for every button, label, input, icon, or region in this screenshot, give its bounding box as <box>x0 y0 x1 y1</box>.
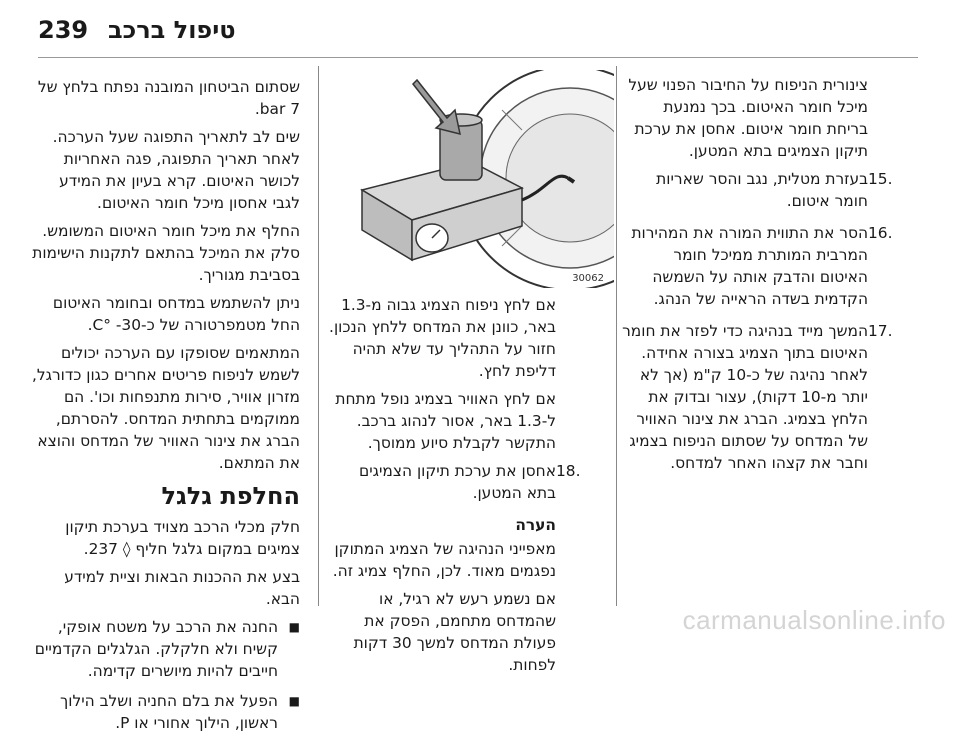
paragraph: שסתום הביטחון המובנה נפתח בלחץ של 7 bar. <box>37 78 300 118</box>
continued-paragraph: צינורית הניפוח על החיבור הפנוי שעל מיכל חומר האיטום. בכך נמנעת בריחת חומר איטום. אחסן את ערכת תיקון הצמיגים בתא המטען. <box>628 76 868 160</box>
step-15 <box>622 168 904 212</box>
note-title: הערה <box>515 516 556 534</box>
arrow-down-icon <box>413 80 460 134</box>
page-title: טיפול ברכב <box>108 16 236 44</box>
paragraph: אם לחץ האוויר בצמיג נופל מתחת ל-1.3 באר, אסור לנהוג ברכב. התקשר לקבלת סיוע ממוסך. <box>335 390 556 452</box>
step-text: הסר את התווית המורה את המהירות המרבית המותרת ממיכל חומר האיטום והדבק אותה על השמשה הקדמית בשדה הראייה של הנהג. <box>631 224 868 308</box>
note-paragraph: מאפייני הנהיגה של הצמיג המתוקן נפגמים מאוד. לכן, החלף צמיג זה. <box>332 540 556 580</box>
bullet-text: החנה את הרכב על משטח אופקי, קשיח ולא חלקלק. הגלגלים הקדמיים חייבים להיות מיושרים קדימה. <box>34 618 278 680</box>
note-paragraph: אם נשמע רעש לא רגיל, או שהמדחס מתחמם, הפסק את פעולת המדחס למשך 30 דקות לפחות. <box>353 590 556 674</box>
compressor-illustration <box>322 70 614 288</box>
middle-column <box>328 294 592 686</box>
watermark: carmanualsonline.info <box>682 605 946 635</box>
section-title: החלפת גלגל <box>161 482 300 510</box>
step-number: 16. <box>868 224 893 242</box>
tire-compressor-figure <box>322 70 614 288</box>
paragraph: ניתן להשתמש במדחס ובחומר האיטום החל מטמפרטורה של כ-30- °C. <box>52 294 300 334</box>
left-column <box>30 76 300 742</box>
bullet-square-icon: ■ <box>288 694 300 708</box>
step-16 <box>622 222 904 310</box>
step-number: 15. <box>868 170 893 188</box>
bullet-item <box>30 690 300 734</box>
header-rule <box>38 57 918 58</box>
step-17 <box>622 320 904 474</box>
paragraph: חלק מכלי הרכב מצויד בערכת תיקון צמיגים במקום גלגל חליף ◊ 237. <box>65 518 300 558</box>
bullet-item <box>30 616 300 682</box>
paragraph: המתאמים שסופקו עם הערכה יכולים לשמש לניפוח פריטים אחרים כגון כדורגל, מזרון אוויר, סירות מתנפחות וכו'. הם ממוקמים בתחתית המדחס. להסרתם, הברג את צינור האוויר של המדחס והוצא את המתאם. <box>31 344 300 472</box>
step-18 <box>328 460 592 504</box>
paragraph: החלף את מיכל חומר האיטום המשומש. סלק את המיכל בהתאם לתקנות הישימות בסביבת מגוריך. <box>32 222 300 284</box>
figure-code: 30062 <box>572 273 604 284</box>
step-number: 17. <box>868 322 893 340</box>
bullet-text: הפעל את בלם החניה ושלב הילוך ראשון, הילוך אחורי או P. <box>60 692 278 732</box>
column-divider <box>318 66 319 606</box>
page-header <box>0 0 960 58</box>
paragraph: שים לב לתאריך התפוגה שעל הערכה. לאחר תאריך התפוגה, פגה האחריות לכושר האיטום. קרא בעיון את המידע לגבי אחסון מיכל חומר האיטום. <box>52 128 300 212</box>
paragraph: בצע את ההכנות הבאות וציית למידע הבא. <box>64 568 300 608</box>
right-column <box>622 74 904 484</box>
step-text: המשך מייד בנהיגה כדי לפזר את חומר האיטום בתוך הצמיג בצורה אחידה. לאחר נהיגה של כ-10 ק"מ (אך לא יותר מ-10 דקות), עצור ובדוק את הלחץ בצמיג. הברג את צינור האוויר של המדחס על שסתום הניפוח בצמיג וחבר את קצהו האחר למדחס. <box>622 322 868 472</box>
paragraph: אם לחץ ניפוח הצמיג גבוה מ-1.3 באר, כוונן את המדחס ללחץ הנכון. חזור על התהליך עד שלא תהיה דליפת לחץ. <box>329 296 556 380</box>
step-text: אחסן את ערכת תיקון הצמיגים בתא המטען. <box>358 462 556 502</box>
page-number: 239 <box>38 16 89 44</box>
step-number: 18. <box>556 462 581 480</box>
column-divider <box>616 66 617 606</box>
bullet-square-icon: ■ <box>288 620 300 634</box>
step-text: בעזרת מטלית, נגב והסר שאריות חומר איטום. <box>656 170 868 210</box>
note-block <box>328 514 592 676</box>
